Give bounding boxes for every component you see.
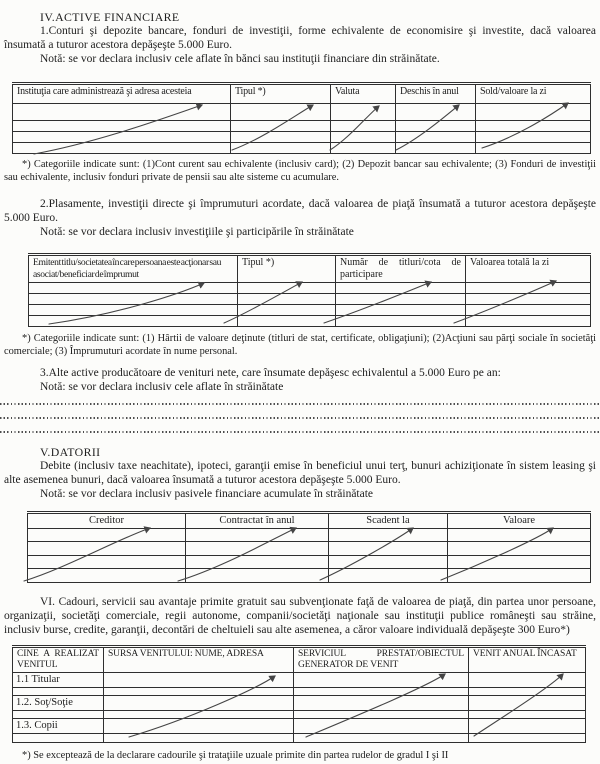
empty-cell bbox=[13, 104, 231, 121]
header-type: Tipul *) bbox=[238, 255, 336, 283]
empty-cell bbox=[104, 673, 294, 688]
empty-cell bbox=[331, 143, 396, 154]
empty-cell bbox=[104, 688, 294, 696]
header-contracted-year: Contractat în anul bbox=[186, 513, 329, 529]
empty-cell bbox=[466, 316, 591, 327]
empty-cell bbox=[104, 696, 294, 711]
table-row bbox=[13, 688, 586, 696]
empty-cell bbox=[28, 569, 186, 583]
empty-cell bbox=[231, 121, 331, 132]
empty-cell bbox=[476, 121, 591, 132]
table-row bbox=[29, 305, 591, 316]
section-iv-item1-paragraph: 1.Conturi şi depozite bancare, fonduri de investiţii, forme echivalente de economisire şi investite, dacă valoarea însumată a tuturor acestora depăşeşte 5.000 Euro. bbox=[4, 25, 596, 51]
table-row-copii bbox=[13, 719, 586, 734]
empty-cell bbox=[28, 529, 186, 542]
empty-cell bbox=[29, 316, 238, 327]
empty-cell bbox=[336, 305, 466, 316]
table-header-row bbox=[13, 84, 591, 104]
section-v-title: V.DATORII bbox=[40, 445, 101, 459]
empty-cell bbox=[238, 316, 336, 327]
empty-cell bbox=[294, 711, 469, 719]
empty-cell bbox=[29, 305, 238, 316]
table-row bbox=[29, 316, 591, 327]
section-vi-paragraph: VI. Cadouri, servicii sau avantaje primite gratuit sau subvenţionate faţă de valoarea de piaţă, din partea unor persoane, organizaţii, societăţi comerciale, regii autonome, companii/societăţi naţionale sau instituţii publice româneşti sau străine, inclusiv burse, credite, garanţii, decontări de cheltuieli sau alte asemenea, a căror valoare individuală depăşeşte 300 Euro*) bbox=[4, 596, 596, 636]
empty-cell bbox=[13, 132, 231, 143]
empty-cell bbox=[448, 542, 591, 556]
empty-cell bbox=[238, 305, 336, 316]
row-label: 1.3. Copii bbox=[13, 719, 104, 734]
empty-cell bbox=[231, 104, 331, 121]
gifts-income-table-wrap bbox=[4, 645, 596, 743]
empty-cell bbox=[336, 316, 466, 327]
header-value: Valoare bbox=[448, 513, 591, 529]
header-income-earner: CINE A REALIZAT VENITUL bbox=[13, 647, 104, 673]
financial-accounts-table-wrap bbox=[4, 82, 596, 154]
empty-cell bbox=[476, 143, 591, 154]
table-header-row bbox=[28, 513, 591, 529]
table-row bbox=[13, 711, 586, 719]
empty-cell bbox=[476, 104, 591, 121]
header-issuer: Emitent titlu/societatea în care persoana este acţionar sau asociat/beneficiar de împrumut bbox=[29, 255, 238, 283]
debts-table-wrap bbox=[4, 511, 596, 583]
empty-cell bbox=[186, 542, 329, 556]
dotted-fill-line bbox=[0, 403, 600, 405]
header-type: Tipul *) bbox=[231, 84, 331, 104]
empty-cell bbox=[336, 294, 466, 305]
empty-cell bbox=[448, 556, 591, 569]
header-total-value: Valoarea totală la zi bbox=[466, 255, 591, 283]
header-due-date: Scadent la bbox=[329, 513, 448, 529]
gifts-income-table bbox=[12, 645, 586, 743]
empty-cell bbox=[294, 673, 469, 688]
empty-cell bbox=[104, 711, 294, 719]
section-vi-footnote: *) Se exceptează de la declarare cadourile şi trataţiile uzuale primite din partea rudelor de gradul I şi II bbox=[22, 750, 449, 761]
empty-cell bbox=[331, 132, 396, 143]
header-service-provided: SERVICIUL PRESTAT/OBIECTUL GENERATOR DE VENIT bbox=[294, 647, 469, 673]
empty-cell bbox=[329, 569, 448, 583]
table-header-row bbox=[29, 255, 591, 283]
empty-cell bbox=[186, 529, 329, 542]
empty-cell bbox=[29, 283, 238, 294]
investments-table-wrap bbox=[4, 253, 596, 327]
header-currency: Valuta bbox=[331, 84, 396, 104]
table-row bbox=[13, 734, 586, 743]
empty-cell bbox=[448, 569, 591, 583]
empty-cell bbox=[329, 542, 448, 556]
section-v-paragraph: Debite (inclusiv taxe neachitate), ipoteci, garanţii emise în beneficiul unui terţ, bunuri achiziţionate în sistem leasing şi alte asemenea bunuri, dacă valoarea însumată a tuturor acestora depăşeşte 5.000 Euro. bbox=[4, 460, 596, 486]
empty-cell bbox=[476, 132, 591, 143]
empty-cell bbox=[28, 542, 186, 556]
table-row bbox=[13, 132, 591, 143]
section-iv-item1-note: Notă: se vor declara inclusiv cele aflate în bănci sau instituţii financiare din străinătate. bbox=[40, 53, 440, 65]
table-row bbox=[28, 556, 591, 569]
empty-cell bbox=[331, 121, 396, 132]
table1-footnote: *) Categoriile indicate sunt: (1)Cont curent sau echivalente (inclusiv card); (2) Depozit bancar sau echivalente; (3) Fonduri de investiţii sau echivalente, inclusiv fonduri private de pensii sau alte sisteme cu acumulare. bbox=[4, 159, 596, 183]
empty-cell bbox=[13, 143, 231, 154]
dotted-fill-line bbox=[0, 431, 600, 433]
empty-cell bbox=[469, 688, 586, 696]
section-iv-item2-paragraph: 2.Plasamente, investiţii directe şi împrumuturi acordate, dacă valoarea de piaţă însumată a tuturor acestora depăşeşte 5.000 Euro. bbox=[4, 198, 596, 224]
empty-cell bbox=[329, 556, 448, 569]
empty-cell bbox=[336, 283, 466, 294]
section-v-note: Notă: se vor declara inclusiv pasivele financiare acumulate în străinătate bbox=[40, 488, 374, 500]
empty-cell bbox=[466, 283, 591, 294]
header-opened-year: Deschis în anul bbox=[396, 84, 476, 104]
table-row bbox=[28, 529, 591, 542]
investments-table bbox=[28, 253, 591, 327]
empty-cell bbox=[448, 529, 591, 542]
row-label: 1.1 Titular bbox=[13, 673, 104, 688]
table-row bbox=[13, 104, 591, 121]
dotted-fill-line bbox=[0, 417, 600, 419]
header-creditor: Creditor bbox=[28, 513, 186, 529]
section-iv-item2-note: Notă: se vor declara inclusiv investiţiile şi participările în străinătate bbox=[40, 226, 354, 238]
empty-cell bbox=[466, 305, 591, 316]
empty-cell bbox=[238, 283, 336, 294]
section-iv-title: IV.ACTIVE FINANCIARE bbox=[40, 10, 180, 24]
table-row-sot-sotie bbox=[13, 696, 586, 711]
empty-cell bbox=[294, 719, 469, 734]
empty-cell bbox=[13, 121, 231, 132]
table-row bbox=[28, 569, 591, 583]
empty-cell bbox=[13, 734, 104, 743]
empty-cell bbox=[238, 294, 336, 305]
header-balance: Sold/valoare la zi bbox=[476, 84, 591, 104]
empty-cell bbox=[469, 696, 586, 711]
table-row bbox=[13, 121, 591, 132]
empty-cell bbox=[13, 711, 104, 719]
empty-cell bbox=[329, 529, 448, 542]
table-row bbox=[29, 283, 591, 294]
empty-cell bbox=[294, 734, 469, 743]
table-row bbox=[13, 143, 591, 154]
empty-cell bbox=[469, 673, 586, 688]
empty-cell bbox=[396, 104, 476, 121]
row-label: 1.2. Soţ/Soţie bbox=[13, 696, 104, 711]
table2-footnote: *) Categoriile indicate sunt: (1) Hârtii de valoare deţinute (titluri de stat, certificate, obligaţiuni); (2)Acţiuni sau părţi sociale în societăţi comerciale; (3) Împrumuturi acordate în nume personal. bbox=[4, 333, 596, 357]
empty-cell bbox=[294, 696, 469, 711]
empty-cell bbox=[331, 104, 396, 121]
empty-cell bbox=[28, 556, 186, 569]
section-iv-item3-note: Notă: se vor declara inclusiv cele aflate în străinătate bbox=[40, 381, 284, 393]
empty-cell bbox=[294, 688, 469, 696]
empty-cell bbox=[396, 121, 476, 132]
table-header-row bbox=[13, 647, 586, 673]
section-iv-item3-paragraph: 3.Alte active producătoare de venituri nete, care însumate depăşesc echivalentul a 5.000 Euro pe an: bbox=[40, 367, 501, 379]
empty-cell bbox=[396, 143, 476, 154]
empty-cell bbox=[466, 294, 591, 305]
financial-accounts-table bbox=[12, 82, 591, 154]
empty-cell bbox=[231, 132, 331, 143]
header-shares-count: Număr de titluri/cota de participare bbox=[336, 255, 466, 283]
table-row bbox=[29, 294, 591, 305]
empty-cell bbox=[104, 734, 294, 743]
empty-cell bbox=[186, 556, 329, 569]
empty-cell bbox=[469, 734, 586, 743]
empty-cell bbox=[186, 569, 329, 583]
table-row-titular bbox=[13, 673, 586, 688]
debts-table bbox=[27, 511, 591, 583]
empty-cell bbox=[396, 132, 476, 143]
header-institution: Instituţia care administrează şi adresa acesteia bbox=[13, 84, 231, 104]
header-annual-income: VENIT ANUAL ÎNCASAT bbox=[469, 647, 586, 673]
empty-cell bbox=[104, 719, 294, 734]
empty-cell bbox=[231, 143, 331, 154]
empty-cell bbox=[469, 719, 586, 734]
empty-cell bbox=[13, 688, 104, 696]
empty-cell bbox=[29, 294, 238, 305]
table-row bbox=[28, 542, 591, 556]
header-income-source: SURSA VENITULUI: NUME, ADRESA bbox=[104, 647, 294, 673]
empty-cell bbox=[469, 711, 586, 719]
